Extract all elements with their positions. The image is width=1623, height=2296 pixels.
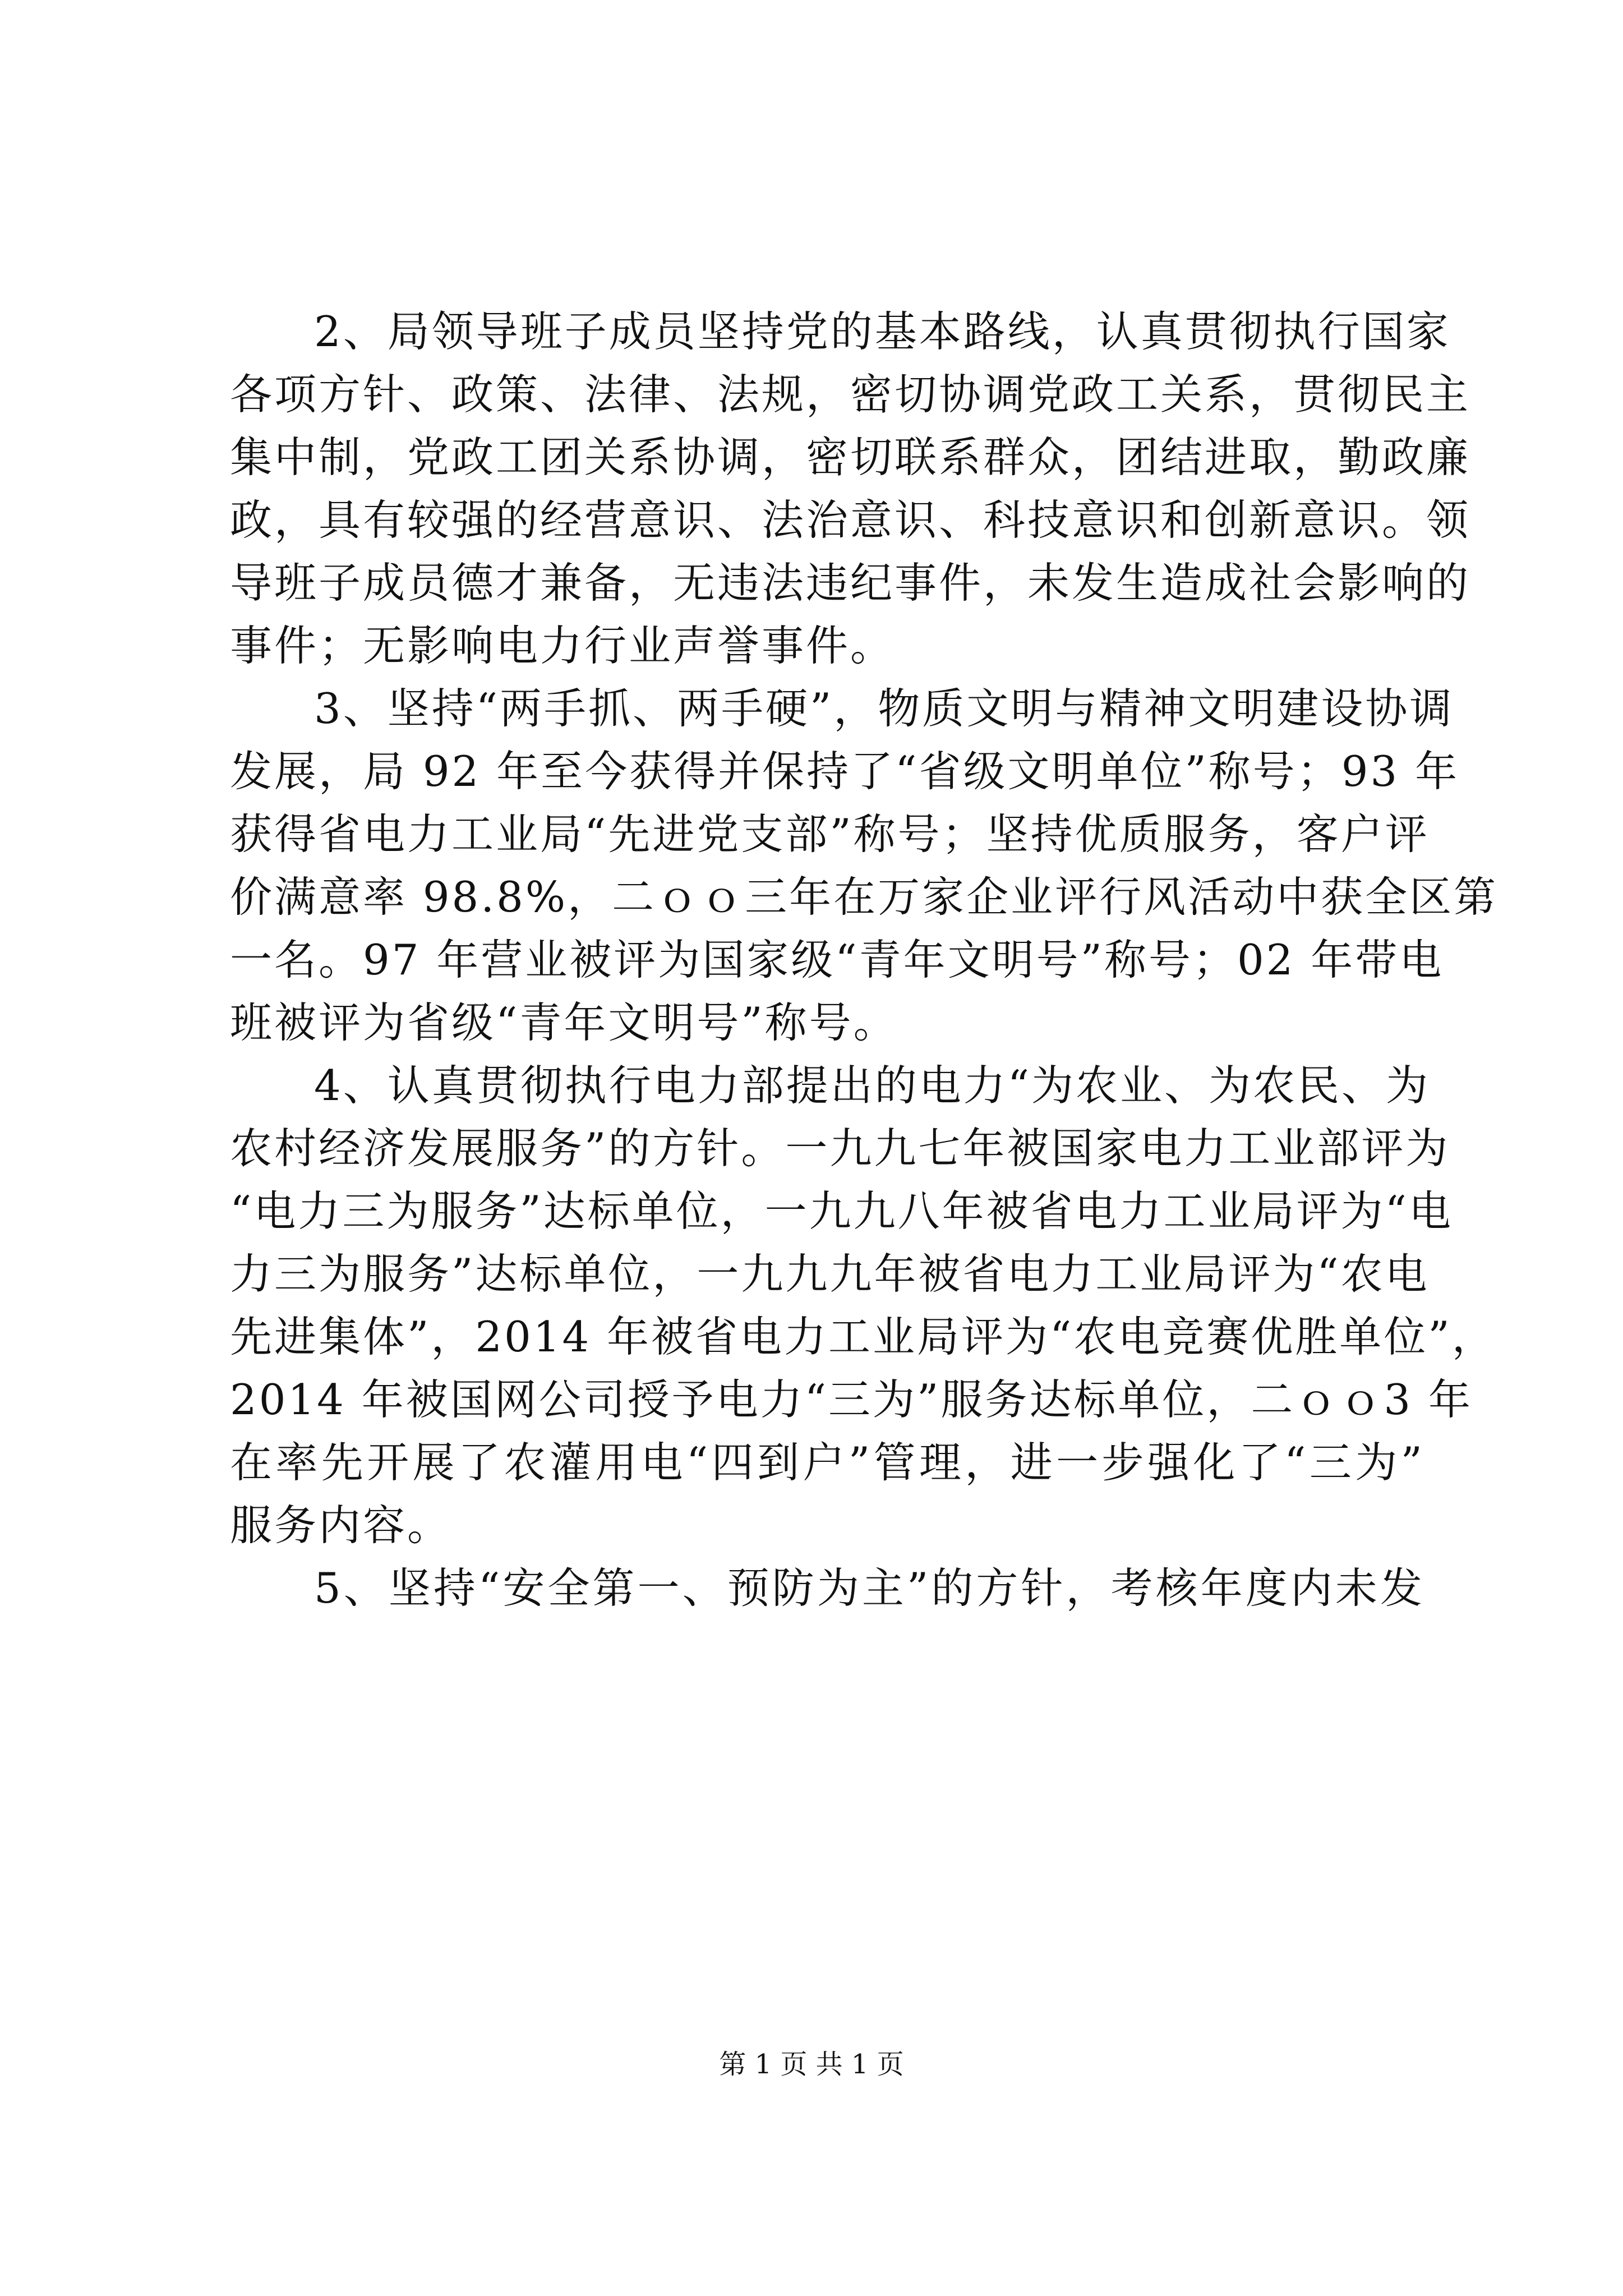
page-footer: [0, 2047, 1623, 2081]
paragraph-line: 在率先开展了农灌用电“四到户”管理，进一步强化了“三为”: [230, 1438, 1424, 1487]
paragraph-line: 力三为服务”达标单位，一九九九年被省电力工业局评为“农电: [230, 1249, 1430, 1299]
paragraph-line: 获得省电力工业局“先进党支部”称号；坚持优质服务，客户评: [230, 809, 1430, 859]
paragraph-line: 5、坚持“安全第一、预防为主”的方针，考核年度内未发: [314, 1563, 1424, 1613]
paragraph-line: 2、局领导班子成员坚持党的基本路线，认真贯彻执行国家: [314, 307, 1451, 356]
paragraph-line: 3、坚持“两手抓、两手硬”，物质文明与精神文明建设协调: [314, 684, 1454, 733]
paragraph-line: “电力三为服务”达标单位，一九九八年被省电力工业局评为“电: [230, 1186, 1454, 1236]
paragraph-line: 发展，局 92 年至今获得并保持了“省级文明单位”称号；93 年: [230, 747, 1460, 796]
paragraph-line: 农村经济发展服务”的方针。一九九七年被国家电力工业部评为: [230, 1124, 1450, 1173]
paragraph-line: 集中制，党政工团关系协调，密切联系群众，团结进取，勤政廉: [230, 432, 1471, 482]
paragraph-line: 事件；无影响电力行业声誉事件。: [230, 621, 895, 670]
paragraph-line: 班被评为省级“青年文明号”称号。: [230, 998, 898, 1047]
paragraph-line: 先进集体”，2014 年被省电力工业局评为“农电竞赛优胜单位”，: [230, 1312, 1496, 1361]
paragraph-line: 价满意率 98.8%，二ｏｏ三年在万家企业评行风活动中获全区第: [230, 872, 1498, 922]
paragraph-3: [230, 677, 1498, 1054]
page-number-label: 第 1 页 共 1 页: [719, 2049, 904, 2080]
document-body: [230, 300, 1498, 1619]
paragraph-line: 一名。97 年营业被评为国家级“青年文明号”称号；02 年带电: [230, 935, 1444, 984]
paragraph-line: 各项方针、政策、法律、法规，密切协调党政工关系，贯彻民主: [230, 370, 1471, 419]
paragraph-line: 导班子成员德才兼备，无违法违纪事件，未发生造成社会影响的: [230, 558, 1471, 608]
paragraph-line: 4、认真贯彻执行电力部提出的电力“为农业、为农民、为: [314, 1061, 1431, 1110]
paragraph-2: [230, 300, 1471, 677]
paragraph-line: 政，具有较强的经营意识、法治意识、科技意识和创新意识。领: [230, 495, 1471, 545]
paragraph-line: 服务内容。: [230, 1501, 452, 1550]
paragraph-5: [230, 1557, 1424, 1619]
paragraph-4: [230, 1054, 1496, 1557]
paragraph-line: 2014 年被国网公司授予电力“三为”服务达标单位，二ｏｏ3 年: [230, 1375, 1473, 1424]
